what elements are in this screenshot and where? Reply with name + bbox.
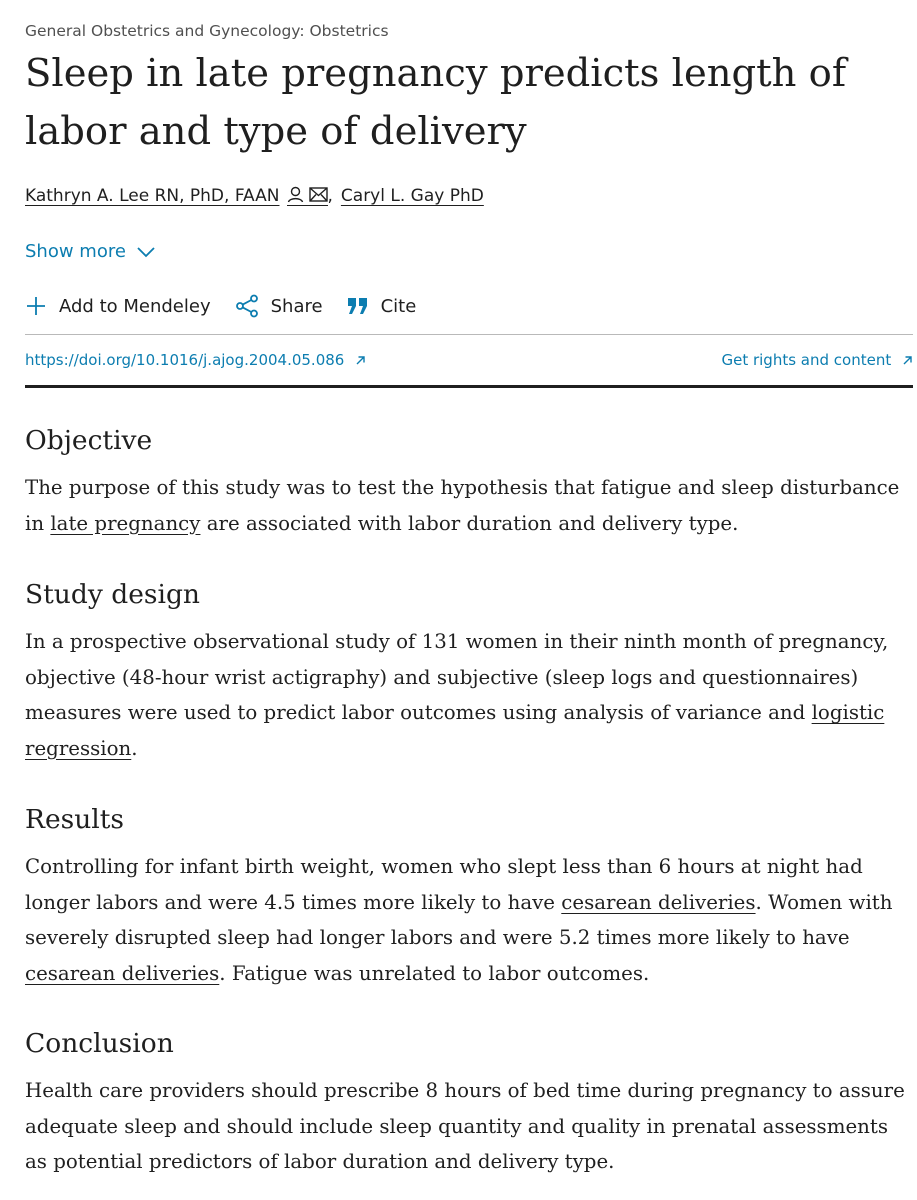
- share-label: Share: [270, 295, 323, 317]
- cite-button[interactable]: [347, 296, 417, 317]
- abstract-divider: [25, 385, 913, 388]
- doi-row: [25, 351, 913, 369]
- abstract-section-objective: [25, 424, 915, 541]
- author-link-lee[interactable]: Kathryn A. Lee RN, PhD, FAAN: [25, 186, 280, 206]
- show-more-label: Show more: [25, 241, 126, 262]
- body-text: The purpose of this study was to test the hypothesis that fatigue and sleep disturbance in: [25, 476, 900, 535]
- external-link-icon: [902, 355, 913, 366]
- section-body: [25, 470, 915, 541]
- section-heading: Objective: [25, 425, 153, 456]
- mail-icon: [309, 187, 328, 202]
- person-icon: [287, 186, 304, 203]
- quote-icon: [347, 297, 369, 315]
- section-body: [25, 849, 915, 991]
- abstract-section-conclusion: [25, 1027, 915, 1180]
- section-heading: Conclusion: [25, 1028, 174, 1059]
- body-text: In a prospective observational study of 131 women in their ninth month of pregnancy, objective (48-hour wrist actigraphy) and subjective (sleep logs and questionnaires) measures were used to predict labor outcomes using analysis of variance and: [25, 630, 889, 724]
- section-heading: Results: [25, 804, 125, 835]
- term-link-late-pregnancy[interactable]: late pregnancy: [50, 511, 201, 535]
- add-to-mendeley-button[interactable]: [25, 295, 211, 317]
- section-body: [25, 624, 915, 766]
- doi-link-text: https://doi.org/10.1016/j.ajog.2004.05.086: [25, 351, 345, 369]
- author-link-gay[interactable]: Caryl L. Gay PhD: [340, 186, 484, 206]
- journal-section-label[interactable]: General Obstetrics and Gynecology: Obstetrics: [25, 22, 389, 40]
- plus-icon: [25, 295, 47, 317]
- body-text: Health care providers should prescribe 8 hours of bed time during pregnancy to assure adequate sleep and should include sleep quantity and quality in prenatal assessments as potential predictors of labor duration and delivery type.: [25, 1079, 905, 1173]
- section-heading: Study design: [25, 579, 200, 610]
- show-more-toggle[interactable]: [25, 241, 156, 262]
- add-to-mendeley-label: Add to Mendeley: [59, 295, 211, 317]
- body-text: .: [131, 736, 138, 760]
- divider: [25, 334, 913, 335]
- body-text: . Women with severely disrupted sleep had longer labors and were 5.2 times more likely to have: [25, 890, 893, 949]
- term-link-cesarean-deliveries[interactable]: cesarean deliveries: [561, 890, 756, 914]
- share-icon: [235, 294, 259, 318]
- abstract-section-study-design: [25, 578, 915, 766]
- share-button[interactable]: [235, 294, 323, 318]
- doi-link[interactable]: [25, 351, 366, 369]
- body-text: Controlling for infant birth weight, women who slept less than 6 hours at night had longer labors and were 4.5 times more likely to have: [25, 855, 863, 914]
- get-rights-text: Get rights and content: [721, 351, 892, 369]
- body-text: are associated with labor duration and delivery type.: [200, 511, 739, 535]
- term-link-cesarean-deliveries[interactable]: cesarean deliveries: [25, 961, 220, 985]
- author-separator: ,: [327, 186, 333, 206]
- get-rights-link[interactable]: [721, 351, 913, 369]
- chevron-down-icon: [136, 246, 156, 258]
- abstract-section-results: [25, 803, 915, 991]
- article-title: Sleep in late pregnancy predicts length of labor and type of delivery: [25, 51, 847, 154]
- author-contact-icons[interactable]: [287, 186, 328, 206]
- external-link-icon: [355, 355, 366, 366]
- author-list: [25, 186, 484, 206]
- article-actions: [25, 294, 440, 318]
- body-text: . Fatigue was unrelated to labor outcomes.: [219, 961, 650, 985]
- section-body: [25, 1073, 915, 1180]
- cite-label: Cite: [380, 295, 417, 317]
- term-link-logistic-regression[interactable]: logistic regression: [25, 701, 885, 760]
